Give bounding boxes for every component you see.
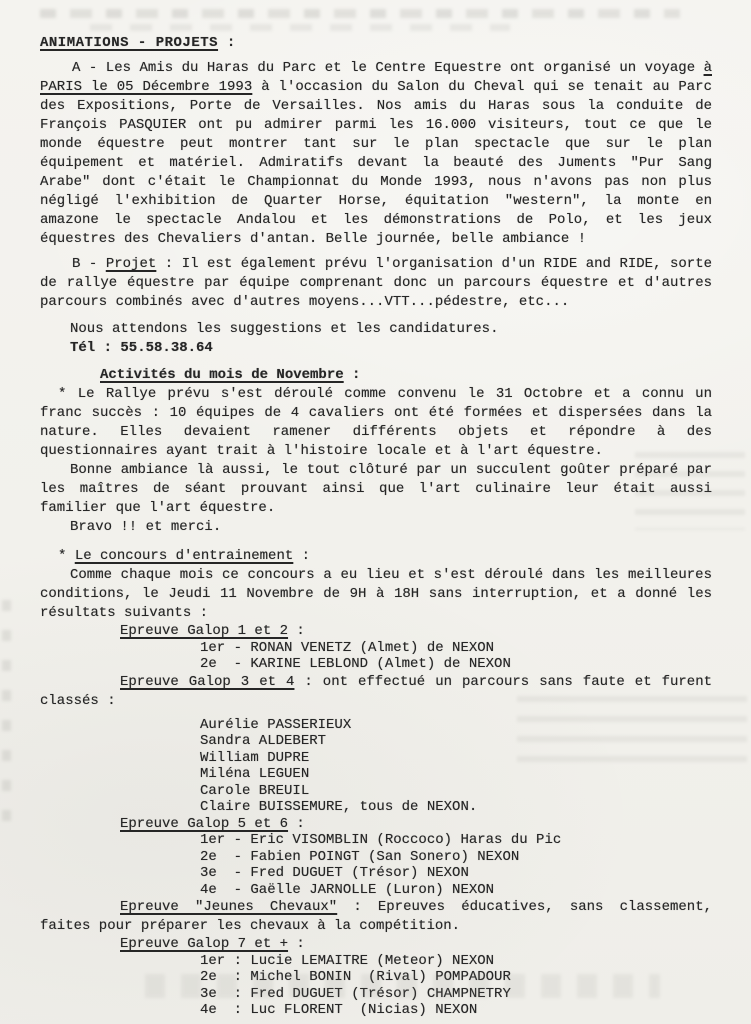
result-line: 3e : Fred DUGUET (Trésor) CHAMPNETRY [200, 985, 511, 1002]
event-title-description: : ont effectué un parcours sans faute et furent classés : [40, 673, 713, 709]
paragraph-concours-intro: Comme chaque mois ce concours a eu lieu et s'est déroulé dans les meilleures conditions, le Jeudi 11 Novembre de 9H à 18H sans interruption, et a donné les résultats suivants : [40, 567, 712, 621]
result-line: 2e : Michel BONIN (Rival) POMPADOUR [200, 969, 511, 985]
event-title-text: Epreuve Galop 5 et 6 [120, 815, 289, 832]
event-title-jeunes-chevaux [40, 898, 712, 936]
paris-date-underlined: à PARIS le 05 Décembre 1993 [40, 60, 712, 95]
result-line: 1er - RONAN VENETZ (Almet) de NEXON [200, 639, 495, 656]
result-line: 1er - Eric VISOMBLIN (Roccoco) Haras du Pic [200, 832, 562, 848]
event-title-galop-5-6 [40, 816, 712, 833]
paragraph-projet-lead: B - [72, 256, 106, 272]
line-suggestions: Nous attendons les suggestions et les candidatures. [70, 321, 499, 337]
event-title-text: Epreuve Galop 1 et 2 [120, 623, 289, 639]
classified-rider-name: Claire BUISSEMURE, tous de NEXON. [200, 799, 478, 815]
event-title-galop-1-2 [40, 623, 712, 640]
heading-concours-entrainement [40, 547, 712, 566]
event-title-text: Epreuve Galop 3 et 4 [120, 673, 295, 690]
heading-concours-text: Le concours d'entrainement [74, 548, 294, 564]
heading-november-text: Activités du mois de Novembre [100, 367, 344, 383]
classified-rider-name: Sandra ALDEBERT [200, 733, 327, 749]
result-line: 1er : Lucie LEMAITRE (Meteor) NEXON [200, 952, 495, 969]
result-line: 2e - Fabien POINGT (San Sonero) NEXON [200, 848, 520, 865]
bleed-through-artifact [90, 24, 510, 31]
heading-concours-colon: : [293, 548, 311, 564]
bleed-through-artifact [40, 9, 680, 18]
result-line: 4e : Luc FLORENT (Nicias) NEXON [200, 1002, 478, 1018]
paragraph-projet [40, 255, 712, 312]
classified-rider-name: Miléna LEGUEN [200, 766, 310, 782]
page-title [40, 34, 712, 53]
event-title-galop-7-plus [40, 936, 712, 953]
event-title-description: : Epreuves éducatives, sans classement, faites pour préparer les chevaux à la compétition. [40, 899, 712, 934]
classified-rider-name: Aurélie PASSERIEUX [200, 716, 352, 733]
event-title-text: Epreuve "Jeunes Chevaux" [120, 899, 338, 915]
paragraph-voyage-body: à l'occasion du Salon du Cheval qui se tenait au Parc des Expositions, Porte de Versailles. Nos amis du Haras sous la conduite de François PASQUIER ont pu admirer parmi les 16.000 visiteurs, tout ce que le monde équestre peut montrer tant sur le plan spectacle que sur le plan équipement et matériel. Admiratifs devant la beauté des Juments "Pur Sang Arabe" dont c'était le Championnat du Monde 1993, nous n'avons pas non plus négligé l'exhibition de Quarter Horse, équitation "western", la monte en amazone le spectacle Andalou et les démonstrations de Polo, et les jeux équestres des Chevaliers d'antan. Belle journée, belle ambiance ! [40, 79, 712, 247]
page-title-colon: : [218, 35, 236, 51]
projet-underlined: Projet [105, 256, 157, 272]
paragraph-ambiance: Bonne ambiance là aussi, le tout clôturé par un succulent goûter préparé par les maîtres de séant prouvant ainsi que l'art culinaire leur était aussi familier que l'art équestre. [40, 462, 712, 516]
heading-november-colon: : [343, 367, 361, 383]
paragraph-projet-body: : Il est également prévu l'organisation d'un RIDE and RIDE, sorte de rallye équestre par équipe comprenant donc un parcours équestre et d'autres parcours combinés avec d'autres moyens...VTT...pédestre, etc... [40, 256, 712, 310]
page-title-text: ANIMATIONS - PROJETS [40, 35, 219, 51]
heading-november-activities [40, 366, 712, 385]
result-line: 3e - Fred DUGUET (Trésor) NEXON [200, 865, 469, 881]
classified-rider-name: Carole BREUIL [200, 782, 310, 799]
event-title-colon: : [288, 936, 305, 952]
event-title-text: Epreuve Galop 7 et + [120, 936, 289, 952]
asterisk-bullet: * [58, 548, 75, 564]
result-line: 4e - Gaëlle JARNOLLE (Luron) NEXON [200, 881, 495, 898]
paragraph-rallye: * Le Rallye prévu s'est déroulé comme convenu le 31 Octobre et a connu un franc succès : 10 équipes de 4 cavaliers ont été formées et dispersées dans la nature. Elles devaient ramener différents objets et répondre à des questionnaires ayant trait à l'histoire locale et à l'art équestre. [40, 386, 712, 459]
classified-rider-name: William DUPRE [200, 749, 310, 766]
line-bravo: Bravo !! et merci. [70, 519, 222, 535]
line-phone-number: Tél : 55.58.38.64 [70, 340, 213, 356]
paragraph-voyage-paris [40, 59, 712, 249]
scan-edge-artifact [2, 600, 11, 830]
paragraph-voyage-lead: A - Les Amis du Haras du Parc et le Centre Equestre ont organisé un voyage [72, 60, 704, 76]
result-line: 2e - KARINE LEBLOND (Almet) de NEXON [200, 656, 511, 672]
event-title-galop-3-4 [40, 673, 712, 711]
event-title-colon: : [288, 815, 305, 832]
event-title-colon: : [288, 623, 305, 639]
